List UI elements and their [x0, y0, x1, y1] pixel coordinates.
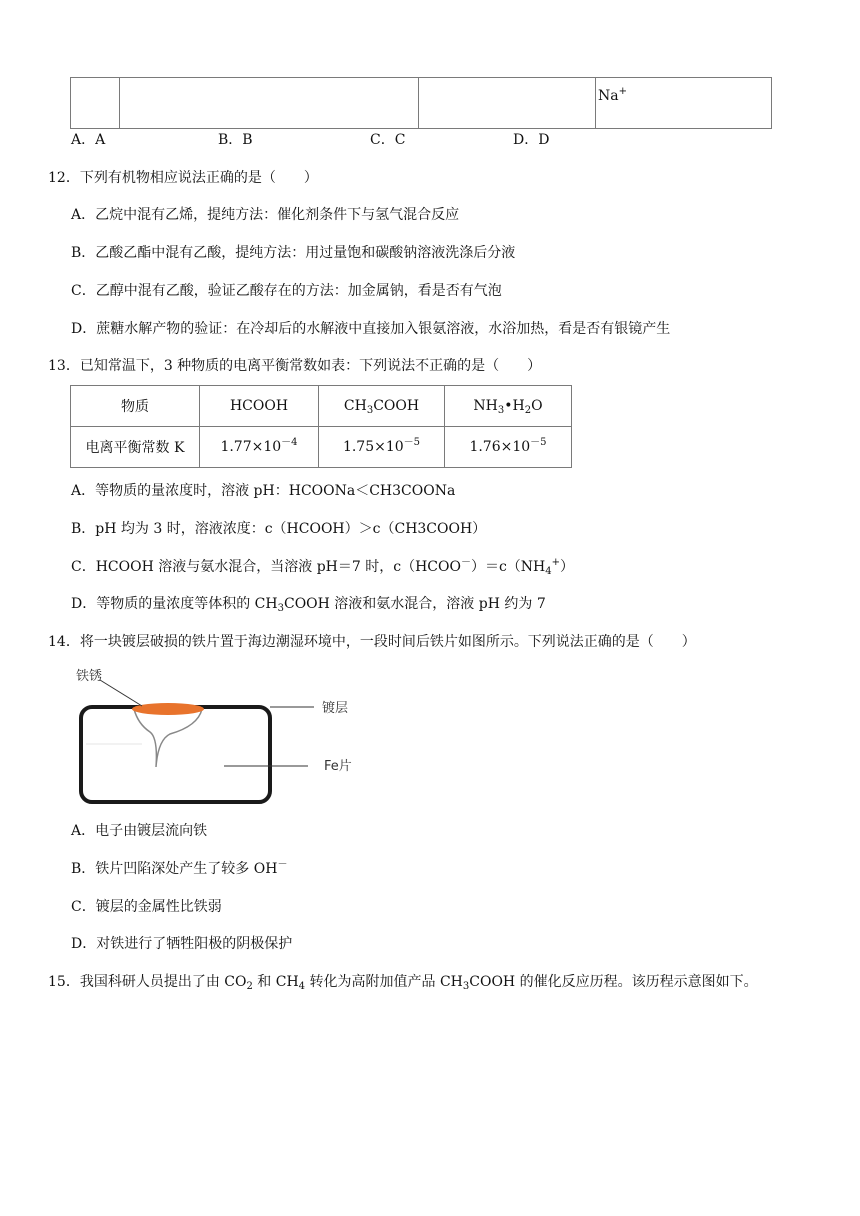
q13-option-c: C．HCOOH 溶液与氨水混合，当溶液 pH＝7 时，$c(HCOO^-)=c(NH_4^+)$ [71, 557, 575, 577]
q13-option-b: B．pH 均为 3 时，溶液浓度：c（HCOOH）＞c（CH3COOH） [71, 521, 487, 537]
q12-option-a: A．乙烷中混有乙烯，提纯方法：催化剂条件下与氢气混合反应 [71, 207, 460, 223]
table-cell [419, 78, 596, 129]
q11-option-a: A．A [71, 132, 106, 148]
q14-option-c: C．镀层的金属性比铁弱 [71, 899, 222, 915]
table-cell [120, 78, 419, 129]
table-cell-k-ch3cooh: $1.75\times 10^{-5}$ [319, 427, 445, 468]
q14-option-a: A．电子由镀层流向铁 [71, 823, 208, 839]
table-cell [71, 78, 120, 129]
q14-option-b: B．铁片凹陷深处产生了较多 OH－ [71, 859, 288, 877]
label-coating: 镀层 [322, 701, 349, 716]
q13-stem: 13．已知常温下，3 种物质的电离平衡常数如表：下列说法不正确的是（ ） [48, 358, 542, 374]
q12-option-c: C．乙醇中混有乙酸，验证乙酸存在的方法：加金属钠，看是否有气泡 [71, 283, 502, 299]
table-cell-k-hcooh: $1.77\times 10^{-4}$ [200, 427, 319, 468]
table-header-substance: 物质 [71, 386, 200, 427]
label-fe: Fe片 [324, 759, 352, 774]
table-row-label: 电离平衡常数 K [71, 427, 200, 468]
label-rust: 铁锈 [76, 669, 103, 684]
q14-option-d: D．对铁进行了牺牲阳极的阴极保护 [71, 936, 293, 952]
q13-option-a: A．等物质的量浓度时，溶液 pH：HCOONa＜CH3COONa [71, 483, 456, 499]
q12-option-b: B．乙酸乙酯中混有乙酸，提纯方法：用过量饱和碳酸钠溶液洗涤后分液 [71, 245, 516, 261]
q13-option-d: D．等物质的量浓度等体积的 $CH_3COOH$ 溶液和氨水混合，溶液 pH 约为 7 [71, 596, 546, 614]
q11-table-fragment [70, 77, 772, 129]
table-cell-k-nh3h2o: $1.76\times 10^{-5}$ [445, 427, 572, 468]
table-cell-na: Na+ [596, 78, 772, 129]
q15-stem: 15．我国科研人员提出了由 $CO_2$ 和 $CH_4$ 转化为高附加值产品 $CH_3COOH$ 的催化反应历程。该历程示意图如下。 [48, 974, 758, 992]
q12-option-d: D．蔗糖水解产物的验证：在冷却后的水解液中直接加入银氨溶液，水浴加热，看是否有银镜产生 [71, 321, 671, 337]
table-header-ch3cooh: $CH_3COOH$ [319, 386, 445, 427]
q12-stem: 12．下列有机物相应说法正确的是（ ） [48, 170, 318, 186]
q11-option-d: D．D [513, 132, 550, 148]
rust-spot [132, 703, 204, 715]
table-header-nh3h2o: $NH_3•H_2O$ [445, 386, 572, 427]
q11-option-c: C．C [370, 132, 406, 148]
corroded-iron-figure [72, 662, 372, 810]
table-header-hcooh: HCOOH [200, 386, 319, 427]
ionization-constant-table [70, 385, 572, 468]
q11-option-b: B．B [218, 132, 253, 148]
q14-stem: 14．将一块镀层破损的铁片置于海边潮湿环境中，一段时间后铁片如图所示。下列说法正确的是（ ） [48, 634, 696, 650]
